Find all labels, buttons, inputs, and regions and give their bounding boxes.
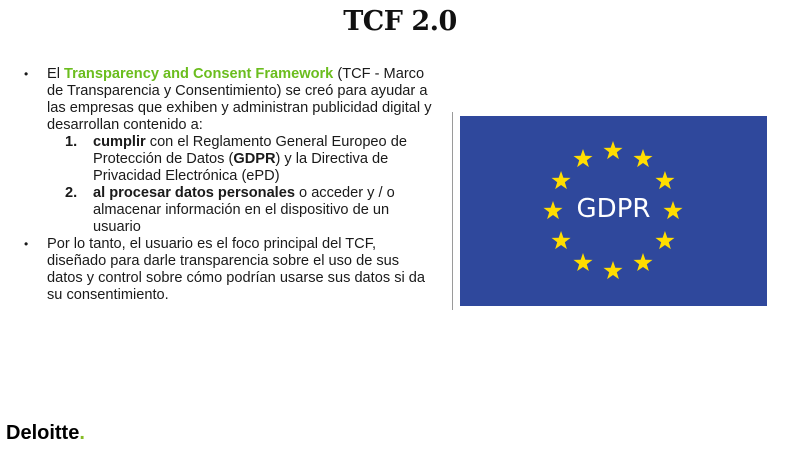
list-item-text: ) y la Directiva de Privacidad Electrónica (ePD) xyxy=(93,151,389,184)
bullet-item xyxy=(22,236,434,304)
deloitte-logo xyxy=(6,422,85,445)
list-item-bold: al procesar datos personales xyxy=(93,185,295,201)
flag-label: GDPR xyxy=(576,194,651,224)
list-item-text: con el Reglamento General Europeo de Protección de Datos ( xyxy=(93,134,407,167)
bullet-item xyxy=(22,66,434,134)
star-icon xyxy=(603,261,622,279)
bullet-text: Por lo tanto, el usuario es el foco principal del TCF, diseñado para darle transparencia sobre el uso de sus datos y control sobre cómo podrían usarse sus datos si da su consentimiento. xyxy=(47,236,426,303)
slide-title: TCF 2.0 xyxy=(343,6,457,37)
list-item xyxy=(22,185,434,236)
bullet-intro: El xyxy=(47,66,65,82)
star-icon xyxy=(633,149,652,167)
list-number: 1. xyxy=(65,134,78,150)
list-item-bold: cumplir xyxy=(93,134,146,150)
list-number: 2. xyxy=(65,185,78,201)
gdpr-acronym: GDPR xyxy=(233,151,276,167)
gdpr-flag-image xyxy=(460,116,767,306)
list-item-text: o acceder y / o almacenar información en el dispositivo de un usuario xyxy=(93,185,395,235)
bullet-dot-icon: • xyxy=(24,67,29,81)
logo-dot: . xyxy=(79,422,85,444)
star-icon xyxy=(655,231,674,249)
star-icon xyxy=(552,171,571,189)
tcf-highlight: Transparency and Consent Framework xyxy=(64,66,334,82)
logo-text: Deloitte xyxy=(6,422,80,444)
star-icon xyxy=(655,171,674,189)
list-item xyxy=(22,134,434,185)
numbered-list xyxy=(22,134,434,236)
divider xyxy=(452,112,453,310)
star-icon xyxy=(633,253,652,271)
slide-body xyxy=(22,66,434,304)
bullet-dot-icon: • xyxy=(24,237,29,251)
star-icon xyxy=(573,149,592,167)
star-icon xyxy=(552,231,571,249)
star-icon xyxy=(573,253,592,271)
bullet-text: (TCF - Marco de Transparencia y Consentimiento) se creó para ayudar a las empresas que exhiben y administran publicidad digital y desarrollan contenido a: xyxy=(47,66,432,133)
star-icon xyxy=(603,141,622,159)
